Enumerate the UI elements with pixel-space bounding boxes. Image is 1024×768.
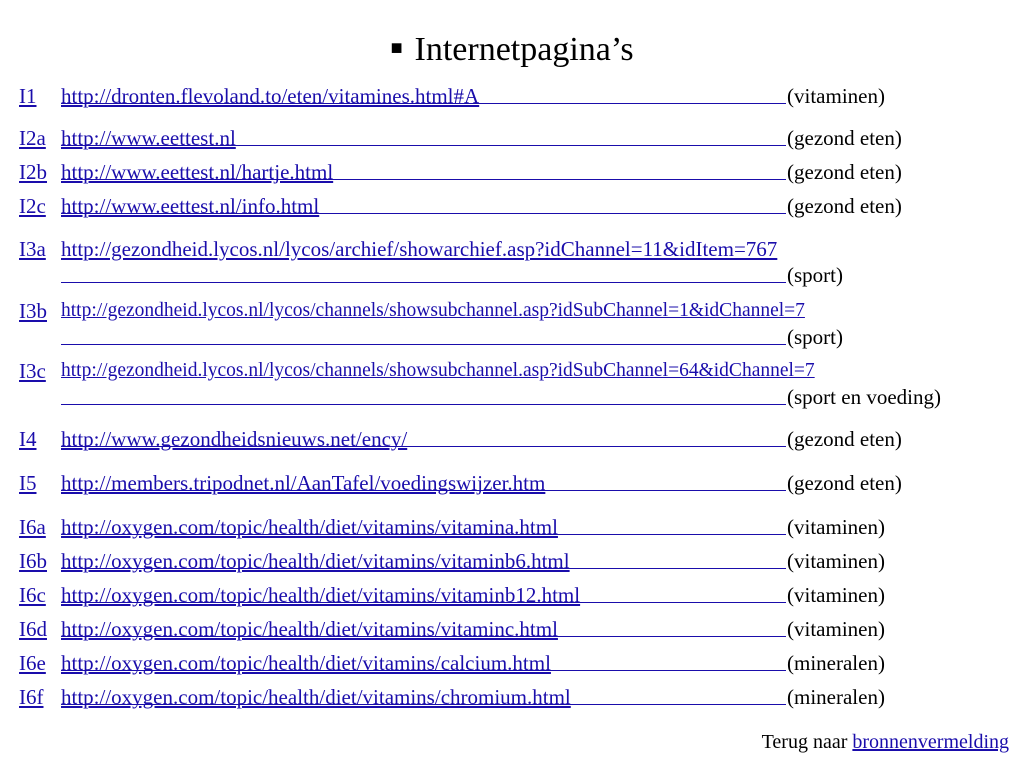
entry-category: (vitaminen) <box>787 583 885 607</box>
entry-url-link[interactable]: http://oxygen.com/topic/health/diet/vitamins/chromium.html <box>61 685 571 709</box>
entry-url-link[interactable]: http://oxygen.com/topic/health/diet/vitamins/vitamina.html <box>61 515 558 539</box>
underline-filler <box>61 344 786 345</box>
link-entry-i6b <box>0 548 1024 574</box>
entry-category: (mineralen) <box>787 685 885 709</box>
link-entry-i3b <box>0 298 1024 350</box>
link-entry-i3c <box>0 358 1024 410</box>
entry-category: (vitaminen) <box>787 549 885 573</box>
footer-nav <box>762 731 1009 754</box>
entry-category: (vitaminen) <box>787 617 885 641</box>
entry-code-link[interactable]: I6e <box>19 651 46 675</box>
entry-url-link[interactable]: http://oxygen.com/topic/health/diet/vitamins/vitaminc.html <box>61 617 558 641</box>
entry-url-link[interactable]: http://oxygen.com/topic/health/diet/vitamins/vitaminb6.html <box>61 549 570 573</box>
entry-category: (sport) <box>787 325 843 349</box>
entry-code-link[interactable]: I3c <box>19 359 46 383</box>
entry-code-link[interactable]: I5 <box>19 471 37 495</box>
link-entry-i6e <box>0 650 1024 676</box>
entry-code-link[interactable]: I2a <box>19 126 46 150</box>
link-entry-i4 <box>0 426 1024 452</box>
entry-code-link[interactable]: I3a <box>19 237 46 261</box>
entry-code-link[interactable]: I6d <box>19 617 47 641</box>
entry-code-link[interactable]: I6a <box>19 515 46 539</box>
page-title <box>0 26 1024 72</box>
link-entry-i3a <box>0 236 1024 288</box>
entry-code-link[interactable]: I2c <box>19 194 46 218</box>
entry-url-link[interactable]: http://gezondheid.lycos.nl/lycos/channels/showsubchannel.asp?idSubChannel=64&idChannel=7 <box>61 360 815 381</box>
link-entry-i2a <box>0 125 1024 151</box>
footer-text: Terug naar <box>761 731 848 753</box>
entry-category: (gezond eten) <box>787 471 902 495</box>
entry-url-link[interactable]: http://members.tripodnet.nl/AanTafel/voedingswijzer.htm <box>61 471 546 495</box>
entry-url-link[interactable]: http://www.gezondheidsnieuws.net/ency/ <box>61 427 408 451</box>
entry-code-link[interactable]: I6f <box>19 685 44 709</box>
entry-category: (vitaminen) <box>787 84 885 108</box>
link-entry-i6c <box>0 582 1024 608</box>
entry-code-link[interactable]: I1 <box>19 84 37 108</box>
bronnenvermelding-link[interactable]: bronnenvermelding <box>852 731 1009 753</box>
link-entry-i6f <box>0 684 1024 710</box>
entry-url-link[interactable]: http://gezondheid.lycos.nl/lycos/channels/showsubchannel.asp?idSubChannel=1&idChannel=7 <box>61 300 805 321</box>
entry-code-link[interactable]: I6b <box>19 549 47 573</box>
entry-category: (sport en voeding) <box>787 385 941 409</box>
entry-code-link[interactable]: I3b <box>19 299 47 323</box>
entry-category: (gezond eten) <box>787 427 902 451</box>
square-bullet-icon: ■ <box>390 37 403 59</box>
link-entry-i6a <box>0 514 1024 540</box>
entry-url-link[interactable]: http://www.eettest.nl/hartje.html <box>61 160 334 184</box>
entry-url-link[interactable]: http://oxygen.com/topic/health/diet/vitamins/vitaminb12.html <box>61 583 581 607</box>
underline-filler <box>61 282 786 283</box>
entry-code-link[interactable]: I4 <box>19 427 37 451</box>
link-entry-i5 <box>0 470 1024 496</box>
entry-url-link[interactable]: http://gezondheid.lycos.nl/lycos/archief/showarchief.asp?idChannel=11&idItem=767 <box>61 237 778 261</box>
entry-category: (vitaminen) <box>787 515 885 539</box>
entry-url-link[interactable]: http://dronten.flevoland.to/eten/vitamines.html#A <box>61 84 480 108</box>
entry-category: (gezond eten) <box>787 160 902 184</box>
entry-code-link[interactable]: I6c <box>19 583 46 607</box>
link-entry-i6d <box>0 616 1024 642</box>
entry-category: (gezond eten) <box>787 126 902 150</box>
entry-url-link[interactable]: http://www.eettest.nl/info.html <box>61 194 320 218</box>
link-entry-i2b <box>0 159 1024 185</box>
entry-url-link[interactable]: http://oxygen.com/topic/health/diet/vitamins/calcium.html <box>61 651 551 675</box>
underline-filler <box>61 404 786 405</box>
entry-url-link[interactable]: http://www.eettest.nl <box>61 126 236 150</box>
entry-category: (gezond eten) <box>787 194 902 218</box>
link-entry-i1 <box>0 83 1024 109</box>
page-title-text: Internetpagina’s <box>414 31 634 68</box>
entry-code-link[interactable]: I2b <box>19 160 47 184</box>
entry-category: (mineralen) <box>787 651 885 675</box>
link-entry-i2c <box>0 193 1024 219</box>
entry-category: (sport) <box>787 263 843 287</box>
